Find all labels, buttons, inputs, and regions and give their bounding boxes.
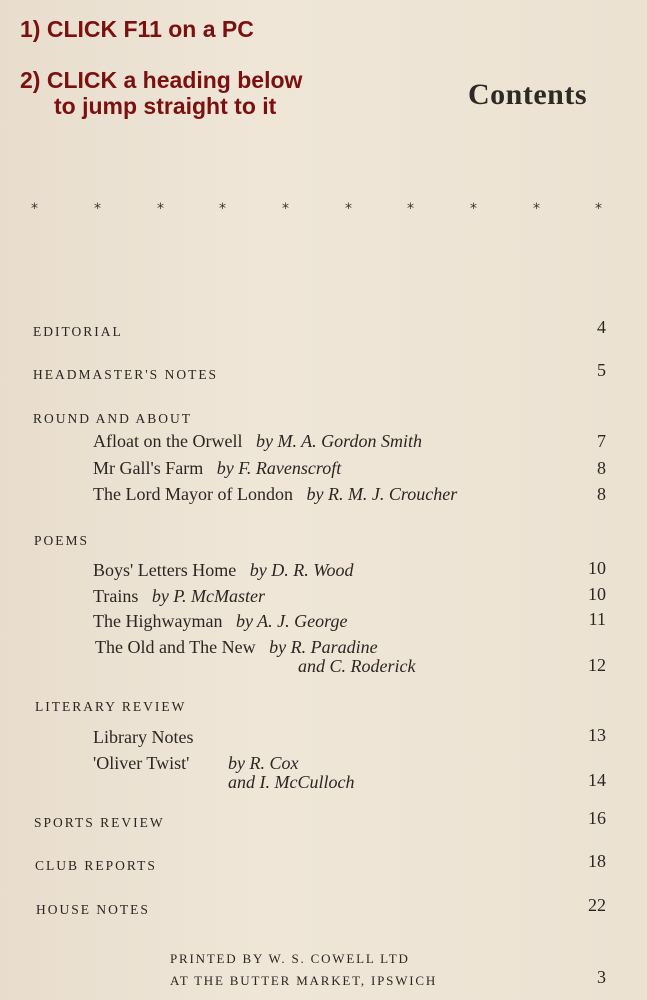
- printer-credit: PRINTED BY W. S. COWELL LTD: [170, 951, 410, 966]
- heading-sports-review[interactable]: SPORTS REVIEW: [34, 815, 165, 830]
- page-number: 22: [588, 895, 606, 915]
- heading-house-notes[interactable]: HOUSE NOTES: [36, 902, 150, 917]
- toc-entry[interactable]: [93, 560, 354, 581]
- page-number: 7: [597, 431, 606, 451]
- star-divider: *: [345, 201, 352, 217]
- star-divider: *: [31, 201, 38, 217]
- heading-headmasters-notes[interactable]: HEADMASTER'S NOTES: [33, 367, 219, 382]
- toc-entry[interactable]: [93, 458, 341, 479]
- heading-editorial[interactable]: EDITORIAL: [33, 324, 123, 339]
- star-divider: *: [533, 201, 540, 217]
- heading-round-and-about[interactable]: ROUND AND ABOUT: [33, 411, 193, 426]
- page-number: 3: [597, 967, 606, 987]
- page-number: 4: [597, 317, 606, 337]
- printer-address: AT THE BUTTER MARKET, IPSWICH: [170, 973, 438, 988]
- page-number: 12: [588, 655, 606, 675]
- page-number: 16: [588, 808, 606, 828]
- entry-title: The Lord Mayor of London: [93, 484, 293, 504]
- instruction-line-2: 2) CLICK a heading below: [20, 67, 303, 93]
- entry-author: by D. R. Wood: [249, 560, 354, 580]
- toc-entry[interactable]: [93, 727, 193, 748]
- toc-entry[interactable]: [93, 753, 189, 774]
- entry-author: by F. Ravenscroft: [216, 458, 342, 478]
- page-number: 10: [588, 558, 606, 578]
- instruction-line-1: 1) CLICK F11 on a PC: [20, 16, 254, 42]
- star-divider: *: [470, 201, 477, 217]
- entry-title: The Old and The New: [95, 637, 256, 657]
- entry-author-cont: and I. McCulloch: [228, 772, 355, 792]
- page-number: 5: [597, 360, 606, 380]
- entry-author: by R. Paradine: [269, 637, 378, 657]
- entry-author: by P. McMaster: [151, 586, 266, 606]
- entry-title: 'Oliver Twist': [93, 753, 190, 773]
- entry-title: Trains: [93, 586, 139, 606]
- page-number: 13: [588, 725, 606, 745]
- toc-entry[interactable]: [93, 586, 265, 607]
- star-divider: *: [94, 201, 101, 217]
- entry-title: Library Notes: [93, 727, 194, 747]
- entry-author: by A. J. George: [235, 611, 348, 631]
- star-divider: *: [595, 201, 602, 217]
- entry-title: Mr Gall's Farm: [93, 458, 204, 478]
- page-number: 11: [588, 609, 606, 629]
- heading-club-reports[interactable]: CLUB REPORTS: [35, 858, 157, 873]
- toc-entry[interactable]: [93, 484, 457, 505]
- page-title: Contents: [468, 78, 588, 111]
- toc-entry[interactable]: [93, 611, 347, 632]
- heading-literary-review[interactable]: LITERARY REVIEW: [35, 699, 187, 714]
- star-divider: *: [219, 201, 226, 217]
- heading-poems[interactable]: POEMS: [34, 533, 90, 548]
- page-number: 14: [588, 770, 606, 790]
- entry-title: Afloat on the Orwell: [93, 431, 243, 451]
- entry-author-cont: and C. Roderick: [298, 656, 416, 676]
- page-number: 18: [588, 851, 606, 871]
- instruction-line-2-cont: to jump straight to it: [54, 93, 277, 119]
- entry-author: by R. Cox: [228, 753, 299, 773]
- star-divider: *: [407, 201, 414, 217]
- page-number: 8: [597, 484, 606, 504]
- page-number: 8: [597, 458, 606, 478]
- entry-title: The Highwayman: [93, 611, 223, 631]
- toc-entry[interactable]: [93, 431, 422, 452]
- entry-title: Boys' Letters Home: [93, 560, 237, 580]
- entry-author: by M. A. Gordon Smith: [255, 431, 422, 451]
- page-number: 10: [588, 584, 606, 604]
- toc-entry[interactable]: [95, 637, 378, 658]
- entry-author: by R. M. J. Croucher: [306, 484, 458, 504]
- star-divider: *: [157, 201, 164, 217]
- star-divider: *: [282, 201, 289, 217]
